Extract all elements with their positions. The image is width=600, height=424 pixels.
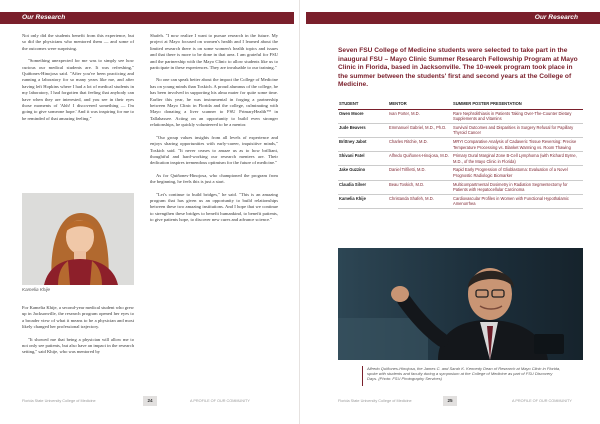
presentation-title: Primary Dural Marginal Zone B-Cell Lymphoma (with Richard Byrne, M.D., of the Mayo Clinic in Florida) bbox=[452, 152, 583, 166]
portrait-illustration bbox=[22, 193, 134, 285]
paragraph: "Something unexpected for me was to simply see how curious our medical students are. It was refreshing," Quiñones-Hinojosa said. "After you've been practicing and running a laboratory for so many years like me, and after having left Hopkins where I had a lot of medical students in my laboratory, I had forgotten that feeling that anybody can have when they are interested, and you see in their eyes those moments of 'Ahh! I discovered something — I'm going to give someone hope.' And it was inspiring for me to be reminded of that amazing feeling." bbox=[22, 58, 134, 121]
presentation-title: Survival Outcomes and Disparities in Surgery Refusal for Papillary Thyroid Cancer bbox=[452, 123, 583, 137]
presentation-title: Cardiovascular Profiles in Women with Functional Hypothalamic Amenorrhea bbox=[452, 194, 583, 208]
paragraph: Shafeh. "I now realize I want to pursue research in the future. My project at Mayo focused on women's health and I learned about the limited research there is on some women's health topics and issues and that there is more to be done in that area. I am grateful for FSU and the partnership with the Mayo Clinic to allow students like us to participate in these experiences. They are invaluable to our training." bbox=[150, 33, 278, 71]
table-row bbox=[338, 137, 583, 151]
paragraph: For Kamelia Khije, a second-year medical student who grew up in Jacksonville, the research program opened her eyes to a broader view of what it means to be a physician and most likely changed her professional trajectory. bbox=[22, 305, 134, 330]
mentor-name: Ivan Porter, M.D. bbox=[388, 109, 452, 123]
mentor-name: Beau Toskich, M.D. bbox=[388, 180, 452, 194]
section-header-label: Our Research bbox=[534, 13, 578, 21]
presentation-title: MRYI Comparative Analysis of Cadaveric Tissue Reversing: Precise Temperature Processing vs. Blanket Warming vs. Room Thawing bbox=[452, 137, 583, 151]
left-column-bottom bbox=[22, 305, 134, 362]
lead-paragraph: Seven FSU College of Medicine students were selected to take part in the inaugural FSU – Mayo Clinic Summer Research Fellowship Program at Mayo Clinic in Florida, based in Jacksonville. The 10-week program took place in the summer between the students' first and second years at the College of Medicine. bbox=[338, 47, 578, 89]
paragraph: No one can speak better about the impact the College of Medicine has on young minds than Toskich. A proud alumnus of the college, he has been involved in supporting his alma mater for quite some time. Earlier this year, he was instrumental in forging a partnership between Mayo Clinic in Florida and the college, culminating with Mayo donating a liver scanner to FSU PrimaryHealth™ in Tallahassee. Acting on an opportunity to build even stronger relationships, he quickly volunteered to be a mentor. bbox=[150, 77, 278, 128]
footer-section: A PROFILE OF OUR COMMUNITY bbox=[512, 399, 572, 403]
section-header-label: Our Research bbox=[22, 13, 66, 21]
dean-photo-caption: Alfredo Quiñones-Hinojosa, the James C. and Sarah K. Kennedy Dean of Research at Mayo Clinic in Florida, spoke with students and faculty during a symposium at the College of Medicine as part of FSU Discovery Days. (Photo: FSU Photography Services) bbox=[367, 366, 561, 381]
left-column-top bbox=[22, 33, 134, 128]
caption-accent-rule bbox=[362, 366, 363, 386]
column-header-student: STUDENT bbox=[338, 100, 388, 109]
dean-speaking-photo bbox=[338, 248, 583, 360]
table-row bbox=[338, 152, 583, 166]
table-row bbox=[338, 109, 583, 123]
paragraph: Not only did the students benefit from this experience, but so did the physicians who mentored them — and some of the outcomes were surprising. bbox=[22, 33, 134, 51]
student-name: Jude Beavers bbox=[338, 123, 388, 137]
mentor-name: Alfredo Quiñones-Hinojosa, M.D. bbox=[388, 152, 452, 166]
table-row bbox=[338, 166, 583, 180]
footer-publication: Florida State University College of Medicine bbox=[338, 399, 412, 403]
student-name: Claudia Silver bbox=[338, 180, 388, 194]
page-number: 25 bbox=[443, 396, 457, 406]
student-name: Owen Moore bbox=[338, 109, 388, 123]
mentor-name: Christanda Shafeh, M.D. bbox=[388, 194, 452, 208]
mentor-name: Emmanuel Gabriel, M.D., Ph.D. bbox=[388, 123, 452, 137]
section-header-bar bbox=[306, 12, 600, 24]
paragraph: As for Quiñones-Hinojosa, who championed the program from the beginning, he feels this is just a start. bbox=[150, 172, 278, 185]
table-row bbox=[338, 180, 583, 194]
presentation-title: Multicompartmental Dosimetry in Radiation Segmentectomy for Patients with Hepatocellular Carcinoma bbox=[452, 180, 583, 194]
column-header-mentor: MENTOR bbox=[388, 100, 452, 109]
mentor-name: Daniel Trifiletti, M.D. bbox=[388, 166, 452, 180]
table-header-row bbox=[338, 100, 583, 109]
student-name: Shivani Patel bbox=[338, 152, 388, 166]
fellowship-table bbox=[338, 100, 583, 209]
student-portrait-photo bbox=[22, 193, 134, 285]
student-name: Brittney Jabot bbox=[338, 137, 388, 151]
page-number: 24 bbox=[143, 396, 157, 406]
paragraph: "Let's continue to build bridges," he said. "This is an amazing program that has given us an opportunity to build relationships between these two amazing institutions. And I hope that we continue to strengthen these bridges to benefit humankind, to benefit patients, to give patients hope, to discover new cures and advance science." bbox=[150, 191, 278, 223]
presentation-title: Rapid Early Progression of Glioblastoma: Evaluation of a Novel Prognostic Radiologic Biomarker bbox=[452, 166, 583, 180]
paragraph: "It showed me that being a physician will allow me to not only see patients, but also have an impact in the research setting," said Khije, who was mentored by bbox=[22, 336, 134, 355]
mentor-name: Charles Ritchie, M.D. bbox=[388, 137, 452, 151]
footer-section: A PROFILE OF OUR COMMUNITY bbox=[190, 399, 250, 403]
student-name: Kamelia Khije bbox=[338, 194, 388, 208]
speaker-illustration bbox=[338, 248, 583, 360]
right-column bbox=[150, 33, 278, 230]
presentation-title: Rare Nephrolithiasis in Patients Taking Over-The-Counter Dietary Supplements and Vitamins bbox=[452, 109, 583, 123]
right-page bbox=[300, 0, 600, 424]
column-header-presentation: SUMMER POSTER PRESENTATION bbox=[452, 100, 583, 109]
table-row bbox=[338, 123, 583, 137]
section-header-bar bbox=[0, 12, 294, 24]
student-name: Jake Guzzino bbox=[338, 166, 388, 180]
portrait-caption: Kamelia Khije bbox=[22, 287, 51, 292]
paragraph: "Our group values insights from all levels of experience and enjoys sharing opportunities with early-career, inquisitive minds," Toskich said. "It never ceases to amaze us as to how brilliant, thoughtful and hard-working our research mentees are. Their dedication inspires tremendous optimism for the future of medicine." bbox=[150, 134, 278, 166]
table-row bbox=[338, 194, 583, 208]
footer-publication: Florida State University College of Medicine bbox=[22, 399, 96, 403]
